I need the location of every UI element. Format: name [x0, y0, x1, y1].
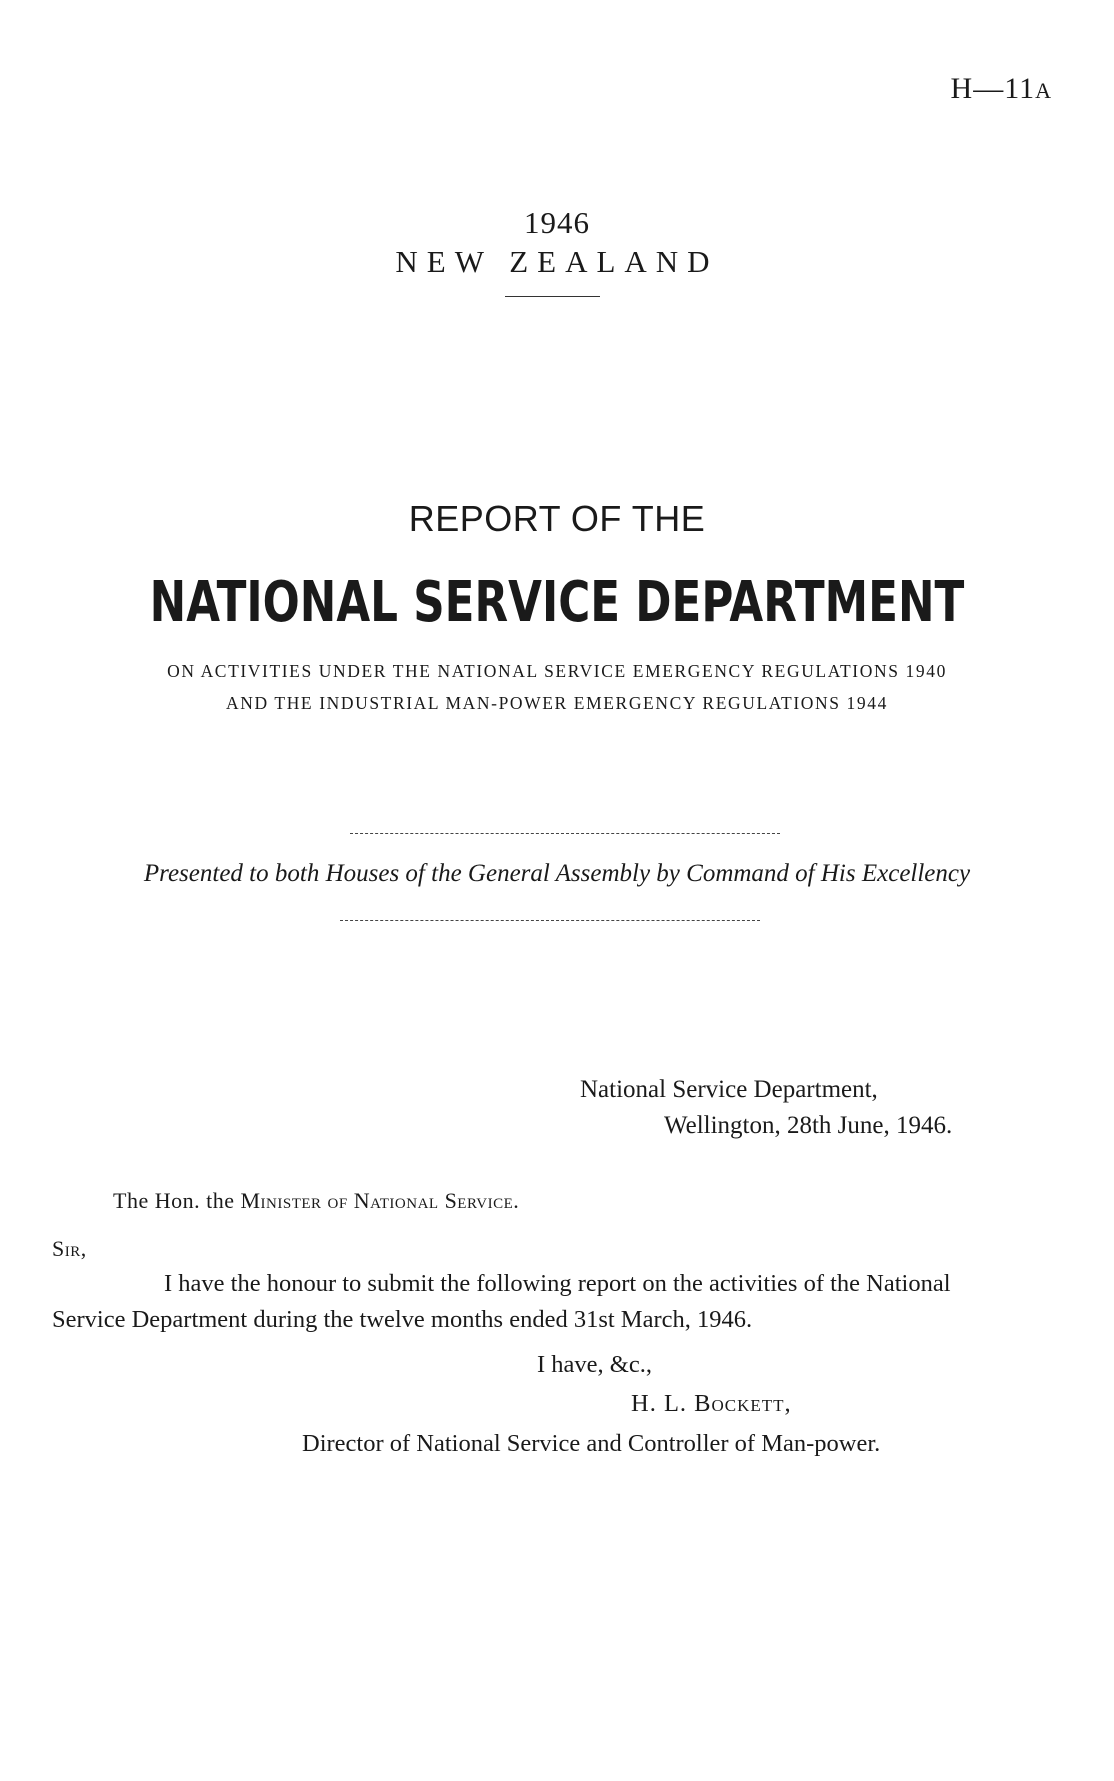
- salutation: Sir,: [52, 1236, 87, 1261]
- reference-prefix: H—11: [950, 72, 1036, 105]
- subtitle-line-1: ON ACTIVITIES UNDER THE NATIONAL SERVICE EMERGENCY REGULATIONS 1940: [167, 661, 947, 681]
- letter-body-line-2: Service Department during the twelve months ended 31st March, 1946.: [52, 1306, 753, 1333]
- letter-body-line-1: I have the honour to submit the following report on the activities of the National: [164, 1270, 951, 1297]
- presented-statement: Presented to both Houses of the General Assembly by Command of His Excellency: [143, 860, 971, 887]
- divider-rule-upper: [350, 833, 780, 834]
- subtitle-line-2: AND THE INDUSTRIAL MAN-POWER EMERGENCY REGULATIONS 1944: [226, 693, 888, 713]
- sender-address-line-1: National Service Department,: [580, 1076, 878, 1103]
- reference-suffix: A: [1035, 78, 1052, 103]
- report-of-heading: REPORT OF THE: [408, 498, 706, 539]
- country-heading: NEW ZEALAND: [395, 244, 719, 279]
- addressee: [113, 1188, 519, 1214]
- signatory-name: H. L. Bockett,: [631, 1390, 792, 1417]
- parliamentary-paper-reference: [951, 72, 1052, 106]
- divider-rule-lower: [340, 920, 760, 921]
- addressee-title: Minister of National Service.: [240, 1188, 520, 1213]
- department-title: NATIONAL SERVICE DEPARTMENT: [149, 570, 965, 635]
- addressee-prefix: The Hon. the: [113, 1188, 235, 1213]
- signatory-title: Director of National Service and Controller of Man-power.: [302, 1430, 881, 1457]
- sender-address-line-2: Wellington, 28th June, 1946.: [664, 1112, 953, 1139]
- letter-closing: I have, &c.,: [537, 1351, 652, 1378]
- divider-rule: [505, 296, 600, 297]
- publication-year: 1946: [524, 205, 590, 240]
